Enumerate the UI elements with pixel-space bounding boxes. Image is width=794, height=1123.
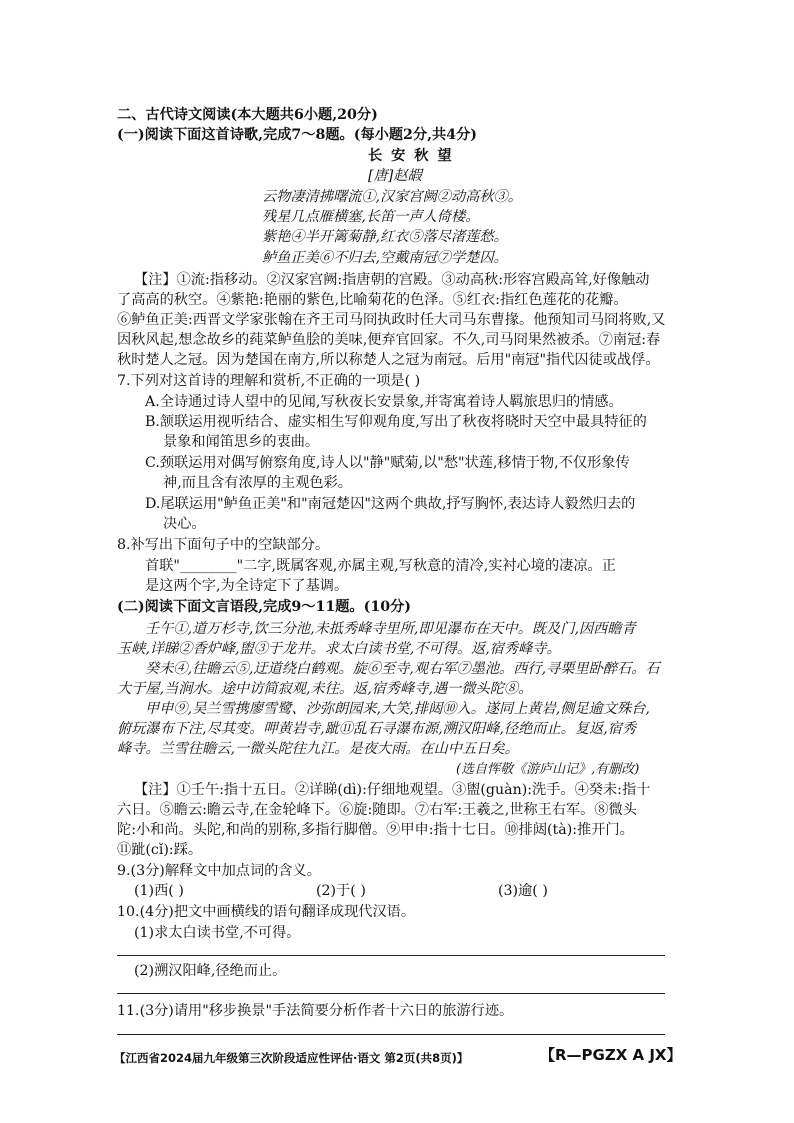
q7-option-a: A.全诗通过诗人望中的见闻,写秋夜长安景象,并寄寓着诗人羁旅思归的情感。: [145, 394, 623, 410]
q7-option-b: B.颔联运用视听结合、虚实相生写仰观角度,写出了秋夜将晓时天空中最具特征的: [145, 414, 647, 430]
q7-stem: 7.下列对这首诗的理解和赏析,不正确的一项是( ): [117, 373, 421, 389]
q7-option-d-cont: 决心。: [163, 516, 206, 532]
passage-line: 癸未④,往瞻云⑤,迂道绕白鹤观。旋⑥至寺,观右军⑦墨池。西行,寻栗里卧醉石。石: [145, 661, 660, 677]
poem-author: [唐]赵嘏: [368, 168, 422, 184]
footer-exam-info: 【江西省2024届九年级第三次阶段适应性评估·语文 第2页(共8页)】: [114, 1051, 469, 1065]
answer-line: [117, 1034, 665, 1035]
footer-code: 【R—PGZX A JX】: [540, 1046, 682, 1064]
q9-item: (3)逾( ): [498, 883, 548, 899]
answer-line: [117, 955, 665, 956]
section-heading: 二、古代诗文阅读(本大题共6小题,20分): [117, 107, 378, 123]
passage-note-line: ⑪跐(cǐ):踩。: [117, 842, 203, 858]
q9-item: (2)于( ): [316, 883, 366, 899]
passage-note-line: 六日。⑤瞻云:瞻云寺,在金轮峰下。⑥旋:随即。⑦右军:王羲之,世称王右军。⑧微头: [117, 802, 637, 818]
passage-line: 甲申⑨,吴兰雪携廖雪鹭、沙弥朗园来,大笑,排闼⑩入。遂同上黄岩,侧足逾文殊台,: [145, 701, 650, 717]
passage-source: (选自恽敬《游庐山记》,有删改): [456, 762, 640, 777]
q8-body: 是这两个字,为全诗定下了基调。: [145, 578, 349, 594]
passage-line: 俯玩瀑布下注,尽其变。呷黄岩寺,跐⑪乱石寻瀑布源,溯汉阳峰,径绝而止。复返,宿秀: [117, 721, 637, 737]
q9-stem: 9.(3分)解释文中加点词的含义。: [117, 863, 321, 879]
poem-note-line: 【注】①流:指移动。②汉家宫阙:指唐朝的宫殿。③动高秋:形容宫殿高耸,好像触动: [134, 272, 650, 288]
q9-item: (1)西( ): [134, 883, 184, 899]
q7-option-c: C.颈联运用对偶写俯察角度,诗人以"静"赋菊,以"愁"状莲,移情于物,不仅形象传: [145, 455, 630, 471]
poem-note-line: 了高高的秋空。④紫艳:艳丽的紫色,比喻菊花的色泽。⑤红衣:指红色莲花的花瓣。: [117, 292, 628, 308]
answer-line: [117, 993, 665, 994]
part1-heading: (一)阅读下面这首诗歌,完成7～8题。(每小题2分,共4分): [117, 127, 477, 143]
passage-note-line: 【注】①壬午:指十五日。②详睇(dì):仔细地观望。③盥(guàn):洗手。④癸未:指十: [134, 782, 651, 798]
q7-option-c-cont: 神,而且含有浓厚的主观色彩。: [163, 475, 352, 491]
q8-stem: 8.补写出下面句子中的空缺部分。: [117, 537, 330, 553]
poem-title: 长 安 秋 望: [368, 148, 454, 164]
poem-line: 紫艳④半开篱菊静,红衣⑤落尽渚莲愁。: [262, 229, 508, 245]
passage-line: 大于屋,当涧水。途中访简寂观,未往。返,宿秀峰寺,遇一微头陀⑧。: [117, 681, 533, 697]
q7-option-d: D.尾联运用"鲈鱼正美"和"南冠楚囚"这两个典故,抒写胸怀,表达诗人毅然归去的: [145, 496, 636, 512]
passage-line: 玉峡,详睇②香炉峰,盥③于龙井。求太白读书堂,不可得。返,宿秀峰寺。: [117, 641, 561, 657]
q10-item: (1)求太白读书堂,不可得。: [134, 925, 301, 941]
passage-note-line: 陀:小和尚。头陀,和尚的别称,多指行脚僧。⑨甲申:指十七日。⑩排闼(tà):推开门。: [117, 822, 634, 838]
poem-line: 云物凄清拂曙流①,汉家宫阙②动高秋③。: [262, 189, 522, 205]
q10-item: (2)溯汉阳峰,径绝而止。: [134, 963, 287, 979]
q10-stem: 10.(4分)把文中画横线的语句翻译成现代汉语。: [117, 904, 416, 920]
poem-note-line: 秋时楚人之冠。因为楚国在南方,所以称楚人之冠为南冠。后用"南冠"指代囚徒或战俘。: [117, 352, 660, 368]
passage-line: 峰寺。兰雪往瞻云,一微头陀往九江。是夜大雨。在山中五日矣。: [117, 741, 519, 757]
q11-stem: 11.(3分)请用"移步换景"手法简要分析作者十六日的旅游行迹。: [117, 1003, 514, 1019]
part2-heading: (二)阅读下面文言语段,完成9～11题。(10分): [117, 599, 411, 615]
poem-note-line: 因秋风起,想念故乡的莼菜鲈鱼脍的美味,便弃官回家。不久,司马冏果然被杀。⑦南冠:春: [117, 332, 661, 348]
q7-option-b-cont: 景象和闻笛思乡的衷曲。: [163, 434, 320, 450]
q8-body: 首联"________"二字,既属客观,亦属主观,写秋意的清冷,实衬心境的凄凉。正: [145, 558, 616, 574]
poem-line: 残星几点雁横塞,长笛一声人倚楼。: [262, 209, 480, 225]
poem-line: 鲈鱼正美⑥不归去,空戴南冠⑦学楚囚。: [262, 250, 508, 266]
poem-note-line: ⑥鲈鱼正美:西晋文学家张翰在齐王司马冏执政时任大司马东曹掾。他预知司马冏将败,又: [117, 312, 666, 328]
passage-line: 壬午①,道万杉寺,饮三分池,未抵秀峰寺里所,即见瀑布在天中。既及门,因西瞻青: [145, 621, 636, 637]
